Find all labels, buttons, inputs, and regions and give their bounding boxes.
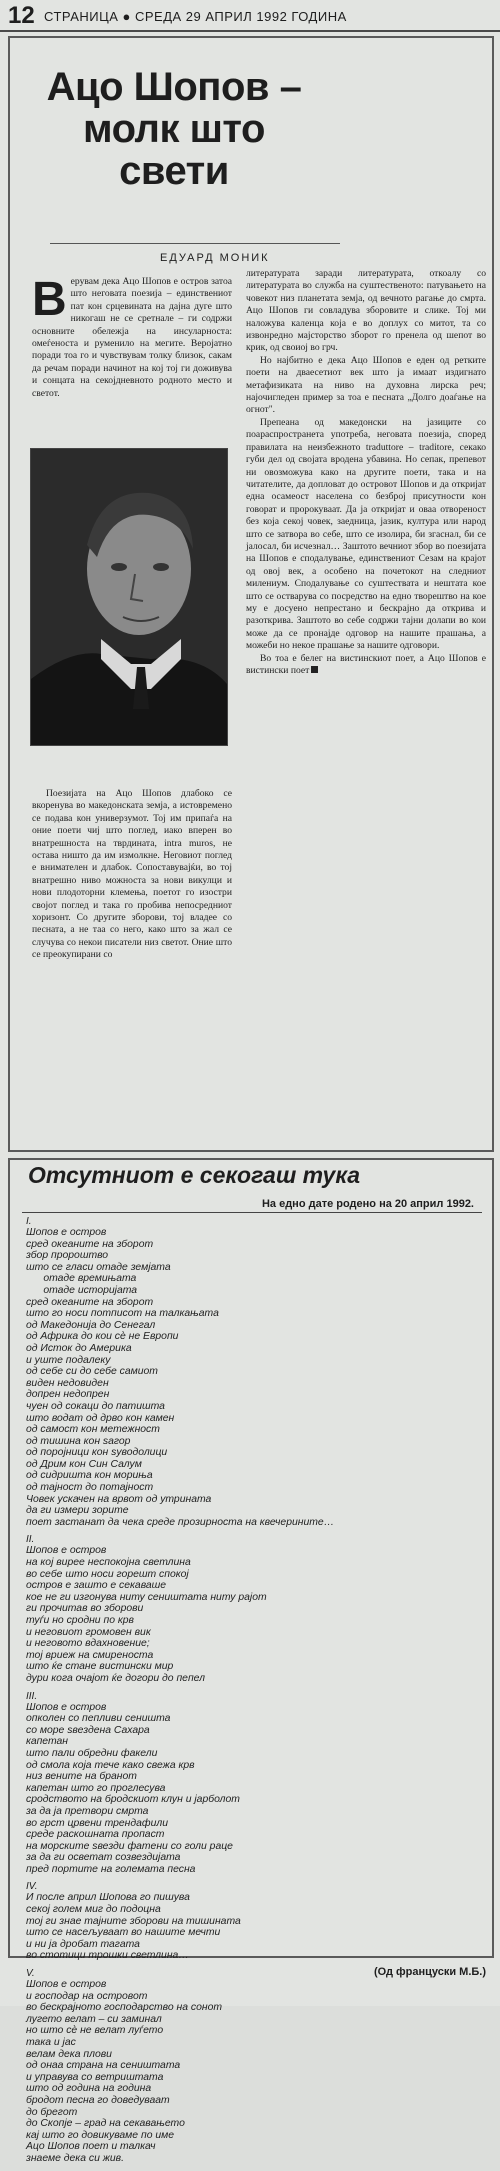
poem-line: да ги измери зорите bbox=[26, 1505, 129, 1517]
poem-line: чуен од сокаци до патишта bbox=[26, 1400, 165, 1412]
poem-line: од себе си до себе самиот bbox=[26, 1366, 158, 1378]
poem-line: Шопов е остров bbox=[26, 1227, 107, 1238]
poem-line: за да ја претвори смрта bbox=[26, 1805, 149, 1817]
poem-line: од смола која тече како свежа крв bbox=[26, 1759, 195, 1771]
poem-stanza bbox=[26, 1881, 486, 1962]
poem-line: поет застанат да чека среде прозирноста на квечеринитe… bbox=[26, 1516, 335, 1528]
poem-line: капетан bbox=[26, 1736, 68, 1748]
poem-line: од сидришта кон морињa bbox=[26, 1470, 153, 1482]
poem-line: Шопов е остров bbox=[26, 1545, 107, 1557]
poem-dedication: На едно дате родено на 20 април 1992. bbox=[261, 1198, 474, 1210]
column-2-closing bbox=[246, 653, 486, 678]
column-2-paragraph: Препеана од македонски на јазиците со поараспространета употреба, неговата поезија, според правилата на неизбежното traduttore – traditore, секако губи дел од својата вродена убавина. Но сепак, препевот ни овозможува како на другите поети, така и на читателите, да допловат до островот Шопов и да откријат една осамеост населена со безброј присутности кон говорат и пророкуваат. Да ја откријат и оваа отвореност без која секој човек, заедница, јазик, култура или народ што се затвора во себе, што се изолира, би згаснал, би се јалосал, би исчезнал… Заштото вечниот збор во поезијата на Шопов е сподалување, единствениот Сезам на крајот од овој век, а особено на почетокот на следниот милениум. Сподалување со суштествата и нештата кое што се остварува со посредство на едно творештво на кое му е досуено непрестано и бескрајно да открива и разоткрива. Заштото во себе содржи тајни долапи во кои може да се пронајде одговор на нашите прашања, а можеби но некое прашање за нашите одговори. bbox=[246, 416, 486, 652]
article-title: Ацо Шопов – молк што свети bbox=[46, 65, 302, 193]
stanza-numeral: IV. bbox=[26, 1881, 38, 1893]
poem-line: што се гласи отаде земјата bbox=[26, 1261, 171, 1273]
poem-line: но што сѐ не велат луѓето bbox=[26, 2025, 164, 2037]
stanza-numeral: II. bbox=[26, 1534, 35, 1546]
poem-line: опколен со пепливи сеништа bbox=[26, 1713, 171, 1725]
drop-cap: В bbox=[32, 273, 67, 326]
column-2-paragraph: Но најбитно е дека Ацо Шопов е еден од ретките поети на дваесетиот век што ја имаат издигнато метафизиката на ниво на духовна лирска реч; најочигледен пример за тоа е песната „Долго доаѓање на огнот". bbox=[246, 354, 486, 416]
dateline: СТРАНИЦА ● СРЕДА 29 АПРИЛ 1992 ГОДИНА bbox=[44, 9, 347, 24]
poem-line: секој голем миг до подоцна bbox=[26, 1904, 161, 1916]
article-column-3 bbox=[32, 788, 232, 1138]
poem-line: сродството на бродскиот клун и јарболот bbox=[26, 1794, 240, 1806]
stanza-numeral: I. bbox=[26, 1216, 32, 1227]
column-2-paragraph: литературата заради литературата, откоалу со литературата во служба на суштественото: патувањето на човекот низ планетата земја, од вечното рагање до смрта. Ацо Шопов ги совладува зборовите и слике. Тој ми наложува каленца која е во доплух со митот, та со извонредно мајсторство зборот го пренела од шепот во крик, од своиој во грч. bbox=[246, 268, 486, 354]
poem-line: од Исток до Америка bbox=[26, 1342, 132, 1354]
portrait-image bbox=[31, 449, 227, 745]
poem-line: каj што го довикуваме по име bbox=[26, 2129, 175, 2141]
page-number: 12 bbox=[8, 2, 35, 29]
poem-stanza bbox=[26, 1534, 486, 1684]
poem-line: така и јас bbox=[26, 2037, 76, 2048]
poem-line: среде раскошната пропаст bbox=[26, 1829, 165, 1841]
poem-line: до Скопје – град на секавањето bbox=[26, 2118, 185, 2130]
poem-line: што пали обредни факели bbox=[26, 1747, 158, 1759]
poem-title: Отсутниот е секогаш тука bbox=[28, 1162, 361, 1188]
poem-line: велам дека плови bbox=[26, 2048, 112, 2060]
poem-line: тој ги знае тајните зборови на тишината bbox=[26, 1915, 241, 1927]
poem-line: и господар на островот bbox=[26, 1990, 148, 2002]
poem-stanza bbox=[26, 1968, 486, 2165]
poem-line: сред океаните на зборот bbox=[26, 1238, 154, 1250]
poem-line: и неговото вдахновение; bbox=[26, 1638, 150, 1650]
poem-line: од Македонија до Сенегал bbox=[26, 1319, 156, 1331]
poem-line: до брегот bbox=[26, 2106, 78, 2118]
stanza-numeral: V. bbox=[26, 1968, 35, 1980]
poem-line: од онаа страна на сеништата bbox=[26, 2060, 181, 2072]
author-portrait-photo bbox=[30, 448, 228, 746]
poem-line: на морските ѕвезди фатени со голи раце bbox=[26, 1840, 233, 1852]
poem-line: што водат од дрво кон камен bbox=[26, 1412, 175, 1424]
poem-line: и управува со ветриштата bbox=[26, 2071, 164, 2083]
stanza-numeral: III. bbox=[26, 1690, 38, 1702]
poem-line: допрен недопрен bbox=[26, 1389, 110, 1401]
poem-line: во грст црвени трендафили bbox=[26, 1817, 169, 1829]
poem-line: со море ѕвездена Сахара bbox=[26, 1724, 150, 1736]
poem-line: за да ги осветат созвездијата bbox=[26, 1852, 181, 1864]
poem-stanza bbox=[26, 1216, 486, 1528]
poem-line: низ вените на бранот bbox=[26, 1771, 137, 1783]
poem-line: дури кога очајот ќе догори до пепел bbox=[26, 1672, 205, 1684]
poem-line: што се насељуваат во нашите мечти bbox=[26, 1927, 221, 1939]
poem-line: збор пророштво bbox=[26, 1250, 109, 1262]
poem-line: во бескрајното господарство на сонот bbox=[26, 2002, 223, 2014]
poem-line: од Африка до кои сѐ не Европи bbox=[26, 1331, 179, 1343]
poem-line: од тишина кон ѕагор bbox=[26, 1435, 131, 1447]
poem-line: капетан што го проглесува bbox=[26, 1782, 166, 1794]
poem-line: отаде времињата bbox=[26, 1273, 137, 1285]
poem-line: Ацо Шопов поет и талкач bbox=[26, 2141, 156, 2153]
poem-line: Шопов е остров bbox=[26, 1979, 107, 1991]
poem-line: туѓи но сродни по крв bbox=[26, 1615, 134, 1626]
poem-line: знаеме дека си жив. bbox=[26, 2152, 124, 2164]
end-mark bbox=[311, 666, 318, 673]
author-divider bbox=[50, 243, 340, 244]
poem-line: што го носи потписот на талкањата bbox=[26, 1308, 219, 1320]
poem-line: пред портите на големата песна bbox=[26, 1863, 196, 1875]
article-author: ЕДУАРД МОНИК bbox=[160, 252, 270, 264]
article-column-2 bbox=[246, 268, 486, 1148]
poem-line: на кој вирее неспокојна светлина bbox=[26, 1557, 191, 1569]
poem-line: и ни ја дробат тагата bbox=[26, 1938, 140, 1950]
poem-line: што ќе стане вистински мир bbox=[26, 1661, 174, 1673]
poem-line: од тајност до потајност bbox=[26, 1482, 154, 1494]
poem-line: лугето велат – си заминал bbox=[26, 2013, 162, 2025]
poem-line: и уште подалеку bbox=[26, 1354, 111, 1366]
poem-line: И после април Шопова го пишува bbox=[26, 1892, 190, 1904]
poem-line: од поројници кон ѕуводолици bbox=[26, 1447, 168, 1459]
poem-divider bbox=[22, 1212, 482, 1213]
column-2-closing-text: Во тоа е белег на вистинскиот поет, а Ацо Шопов е вистински поет bbox=[246, 652, 486, 676]
poem-line: Човек ускачен на врвот од утрината bbox=[26, 1493, 212, 1505]
poem-line: кое не ги изгонува ниту сеништата ниту рајот bbox=[26, 1591, 267, 1603]
poem-line: Шопов е остров bbox=[26, 1701, 107, 1713]
column-3-text: Поезијата на Ацо Шопов длабоко се вкоренува во македонската земја, а истовремено се подава кон универзумот. Тој им припаѓа на оние поети чиј што поглед, иако вперен во внатрешноста на тврдината, intra muros, не остава ништо да им измолкне. Неговиот поглед е внимателен и длабок. Сопоставувајќи, во тој внатрешно ниво можноста за нови викулци и нови плодоторни клемења, поетот го изостри својот поглед и така го пробива непосредниот хоризонт. Со другите зборови, тој владее со песната, а не таа со него, како што за жал се случува со некои писатели низ светот. Оние што се преокупирани со bbox=[32, 788, 232, 961]
poem-line: од самост кон метежност bbox=[26, 1424, 160, 1436]
poem-line: ги прочитав во зборови bbox=[26, 1603, 144, 1615]
poem-line: во себе што носи горешт спокој bbox=[26, 1568, 189, 1580]
translator-signature: (Од француски М.Б.) bbox=[374, 1966, 486, 1978]
poem-line: отаде историјата bbox=[26, 1284, 138, 1296]
poem-line: во стотици трошки светлина… bbox=[26, 1950, 189, 1962]
poem-line: бродот песна го доведуваат bbox=[26, 2094, 170, 2106]
poem-line: тој вриеж на смиреноста bbox=[26, 1649, 154, 1661]
poem-line: сред океаните на зборот bbox=[26, 1296, 154, 1308]
page-header bbox=[0, 0, 500, 32]
poem-line: што од година на година bbox=[26, 2083, 152, 2095]
poem-stanza bbox=[26, 1691, 486, 1876]
poem-body bbox=[26, 1216, 486, 2171]
poem-line: од Дрим кон Син Салум bbox=[26, 1458, 142, 1470]
poem-line: остров е зашто е секаваше bbox=[26, 1580, 167, 1592]
poem-line: виден недовиден bbox=[26, 1377, 109, 1389]
poem-line: и неговиот громовен вик bbox=[26, 1626, 151, 1638]
column-1-text: ерувам дека Ацо Шопов е остров затоа што неговата поезија – единствениот пат кон срцевината на дајна дуге што никогаш не се сретнале – ги содржи основните обележја на инсуларноста: омеѓеноста и руменило на мегите. Веројатно поради тоа го и чувствувам толку близок, сакам да речам поради начинот на кој тој ги доживува и сонцата на секојдневното родното место и светот. bbox=[32, 276, 232, 399]
